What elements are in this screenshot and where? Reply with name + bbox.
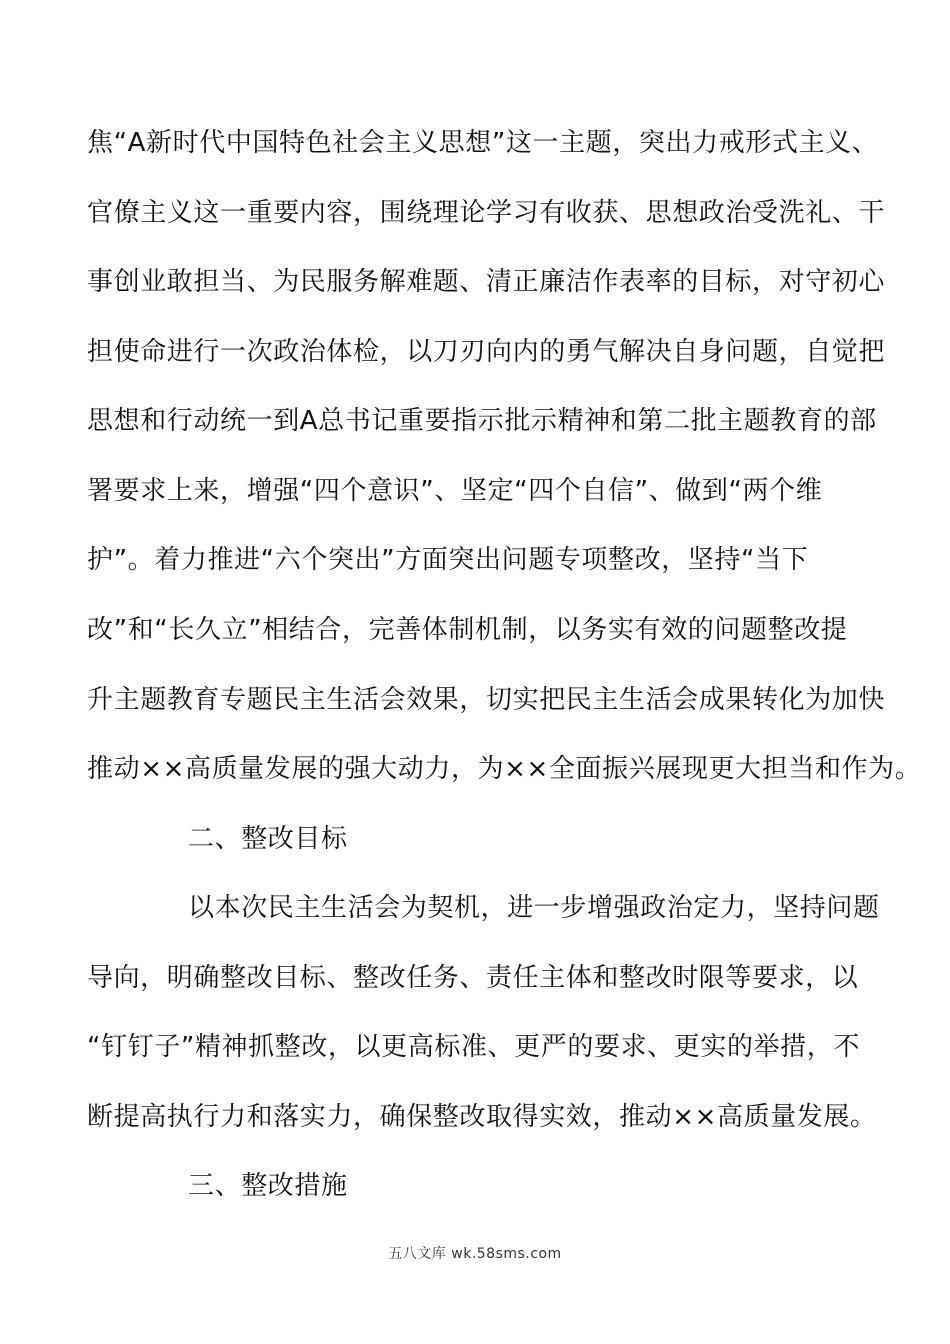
body-line: 推动××高质量发展的强大动力，为××全面振兴展现更大担当和作为。	[87, 754, 922, 784]
body-line: 思想和行动统一到A总书记重要指示批示精神和第二批主题教育的部	[87, 406, 877, 436]
body-line: 担使命进行一次政治体检，以刀刃向内的勇气解决自身问题，自觉把	[87, 337, 886, 367]
body-line: 导向，明确整改目标、整改任务、责任主体和整改时限等要求，以	[87, 963, 859, 993]
section-heading: 三、整改措施	[188, 1171, 348, 1201]
body-line: 断提高执行力和落实力，确保整改取得实效，推动××高质量发展。	[87, 1102, 877, 1132]
body-line: 事创业敢担当、为民服务解难题、清正廉洁作表率的目标，对守初心	[87, 267, 886, 297]
body-line: 官僚主义这一重要内容，围绕理论学习有收获、思想政治受洗礼、干	[87, 198, 886, 228]
body-line: 改”和“长久立”相结合，完善体制机制，以务实有效的问题整改提	[87, 615, 848, 645]
body-line: “钉钉子”精神抓整改，以更高标准、更严的要求、更实的举措，不	[87, 1032, 860, 1062]
body-line: 焦“A新时代中国特色社会主义思想”这一主题，突出力戒形式主义、	[87, 128, 879, 158]
body-line: 署要求上来，增强“四个意识”、坚定“四个自信”、做到“两个维	[87, 476, 823, 506]
body-line: 升主题教育专题民主生活会效果，切实把民主生活会成果转化为加快	[87, 685, 886, 715]
footer-watermark: 五八文库 wk.58sms.com	[388, 1246, 562, 1262]
body-line: 以本次民主生活会为契机，进一步增强政治定力，坚持问题	[188, 893, 880, 923]
body-line: 护”。着力推进“六个突出”方面突出问题专项整改，坚持“当下	[87, 545, 809, 575]
section-heading: 二、整改目标	[188, 824, 348, 854]
